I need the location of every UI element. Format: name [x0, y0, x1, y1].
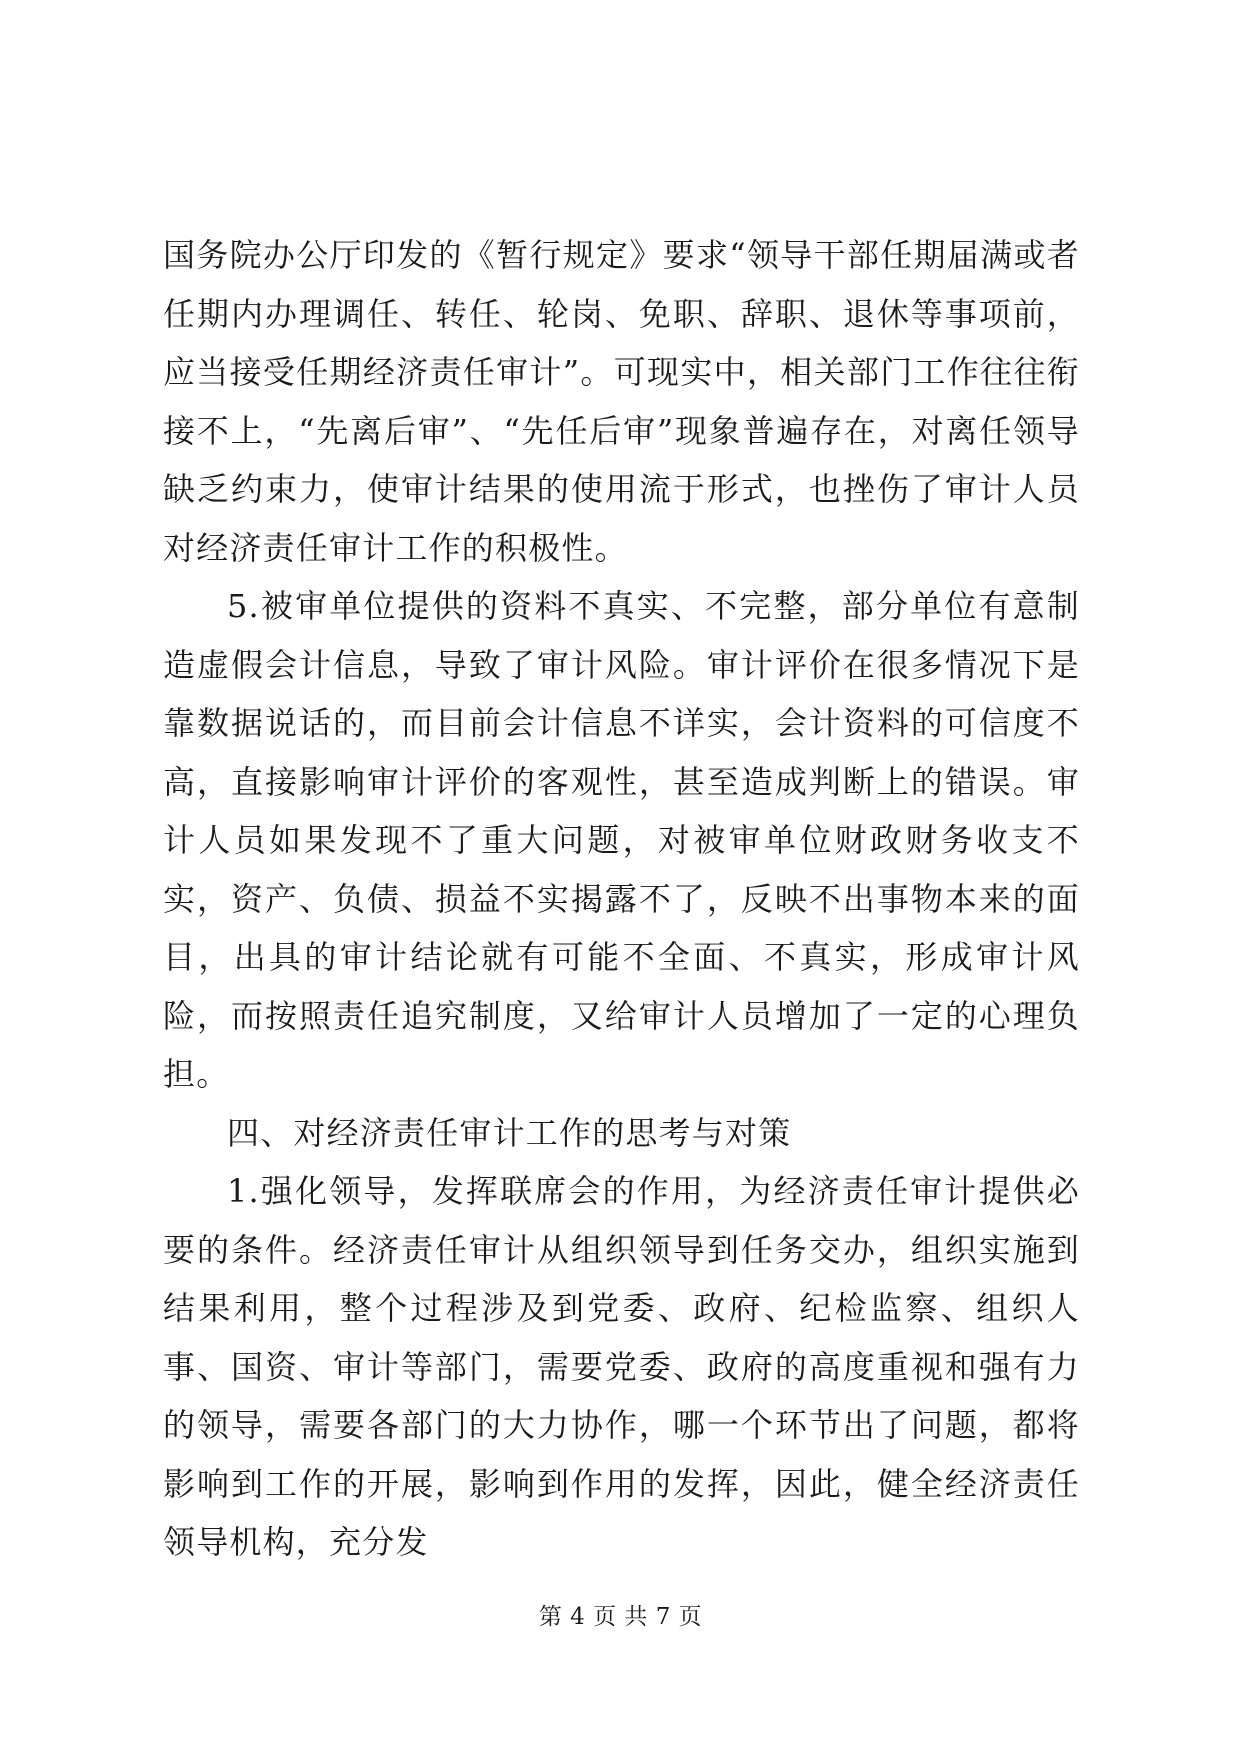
- paragraph-continued: 国务院办公厅印发的《暂行规定》要求“领导干部任期届满或者任期内办理调任、转任、轮岗、免职、辞职、退休等事项前，应当接受任期经济责任审计”。可现实中，相关部门工作往往衔接不上，“先离后审”、“先任后审”现象普遍存在，对离任领导缺乏约束力，使审计结果的使用流于形式，也挫伤了审计人员对经济责任审计工作的积极性。: [163, 236, 1080, 567]
- document-body: [163, 226, 1080, 1572]
- paragraph-item-1: 1.强化领导，发挥联席会的作用，为经济责任审计提供必要的条件。经济责任审计从组织领导到任务交办，组织实施到结果利用，整个过程涉及到党委、政府、纪检监察、组织人事、国资、审计等部门，需要党委、政府的高度重视和强有力的领导，需要各部门的大力协作，哪一个环节出了问题，都将影响到工作的开展，影响到作用的发挥，因此，健全经济责任领导机构，充分发: [163, 1172, 1080, 1561]
- section-heading-4: 四、对经济责任审计工作的思考与对策: [227, 1113, 792, 1152]
- page-number-footer: 第 4 页 共 7 页: [538, 1604, 703, 1630]
- paragraph-item-5: 5.被审单位提供的资料不真实、不完整，部分单位有意制造虚假会计信息，导致了审计风险。审计评价在很多情况下是靠数据说话的，而目前会计信息不详实，会计资料的可信度不高，直接影响审计评价的客观性，甚至造成判断上的错误。审计人员如果发现不了重大问题，对被审单位财政财务收支不实，资产、负债、损益不实揭露不了，反映不出事物本来的面目，出具的审计结论就有可能不全面、不真实，形成审计风险，而按照责任追究制度，又给审计人员增加了一定的心理负担。: [163, 587, 1080, 1093]
